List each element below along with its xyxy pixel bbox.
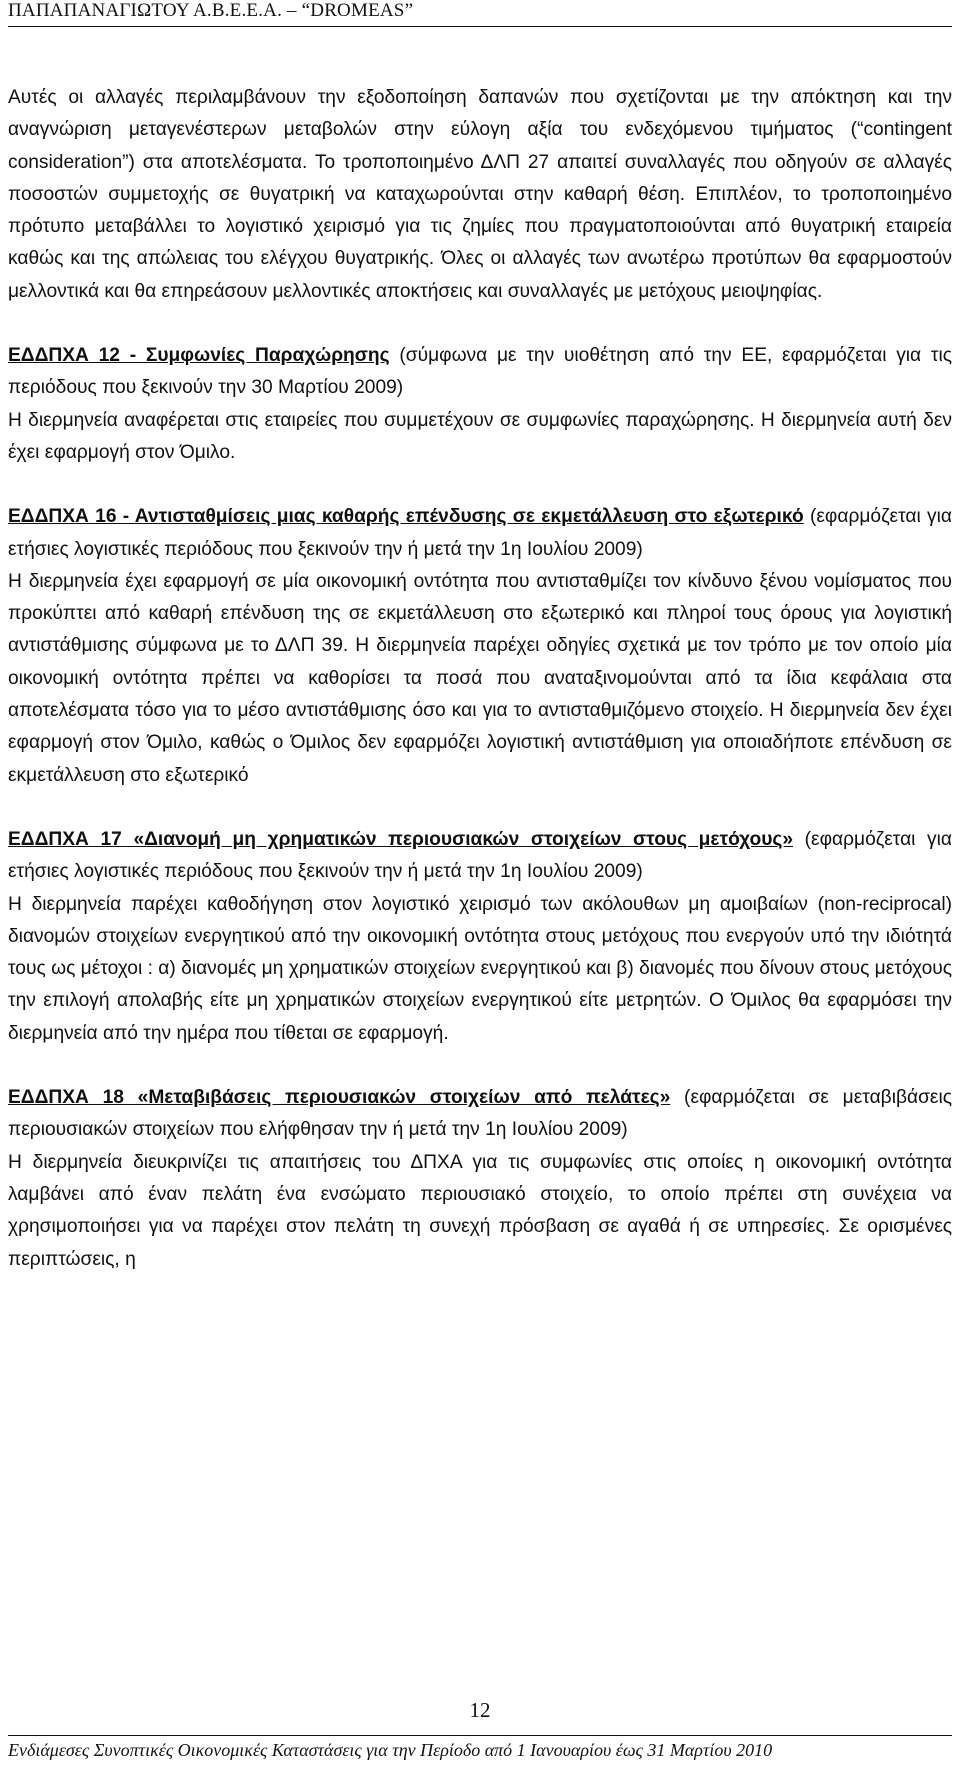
paragraph-gap	[8, 308, 952, 340]
paragraph-gap	[8, 792, 952, 824]
header-divider	[8, 26, 952, 27]
section-heading: ΕΔΔΠΧΑ 17 «Διανομή μη χρηματικών περιουσιακών στοιχείων στους μετόχους»	[8, 828, 794, 850]
section-heading: ΕΔΔΠΧΑ 16 - Αντισταθμίσεις μιας καθαρής επένδυσης σε εκμετάλλευση στο εξωτερικό	[8, 506, 804, 528]
section-body: Η διερμηνεία αναφέρεται στις εταιρείες που συμμετέχουν σε συμφωνίες παραχώρησης. Η διερμηνεία αυτή δεν έχει εφαρμογή στον Όμιλο.	[8, 409, 952, 463]
footer-divider	[8, 1735, 952, 1736]
section-ifric17	[8, 824, 952, 889]
page-footer: Ενδιάμεσες Συνοπτικές Οικονομικές Καταστάσεις για την Περίοδο από 1 Ιανουαρίου έως 31 Μαρτίου 2010	[8, 1740, 773, 1760]
paragraph-gap	[8, 469, 952, 501]
section-heading: ΕΔΔΠΧΑ 12 - Συμφωνίες Παραχώρησης	[8, 345, 390, 367]
page-number: 12	[469, 1698, 491, 1722]
section-ifric12	[8, 340, 952, 405]
section-heading-suffix: (εφαρμόζεται για ετήσιες λογιστικές περιόδους που ξεκινούν την ή μετά την 1η Ιουλίου 2009)	[8, 506, 952, 560]
section-body: Η διερμηνεία παρέχει καθοδήγηση στον λογιστικό χειρισμό των ακόλουθων μη αμοιβαίων (non-reciprocal) διανομών στοιχείων ενεργητικού από την οικονομική οντότητα στους μετόχους που ενεργούν υπό την ιδιότητά τους ως μέτοχοι : α) διανομές μη χρηματικών στοιχείων ενεργητικού και β) διανομές που δίνουν στους μετόχους την επιλογή απολαβής είτε μη χρηματικών στοιχείων ενεργητικού είτε μετρητών. Ο Όμιλος θα εφαρμόσει την διερμηνεία από την ημέρα που τίθεται σε εφαρμογή.	[8, 893, 952, 1044]
section-ifric16	[8, 501, 952, 566]
section-ifric18	[8, 1082, 952, 1147]
section-heading-suffix: (σύμφωνα με την υιοθέτηση από την ΕΕ, εφαρμόζεται για τις περιόδους που ξεκινούν την 30 Μαρτίου 2009)	[8, 345, 952, 399]
paragraph-gap	[8, 1050, 952, 1082]
page-header: ΠΑΠΑΠΑΝΑΓΙΩΤΟΥ Α.Β.Ε.Ε.Α. – “DROMEAS”	[8, 0, 414, 21]
section-heading: ΕΔΔΠΧΑ 18 «Μεταβιβάσεις περιουσιακών στοιχείων από πελάτες»	[8, 1087, 671, 1109]
page-content	[8, 82, 952, 1276]
section-heading-suffix: (εφαρμόζεται σε μεταβιβάσεις περιουσιακών στοιχείων που ελήφθησαν την ή μετά την 1η Ιουλίου 2009)	[8, 1087, 952, 1141]
section-heading-suffix: (εφαρμόζεται για ετήσιες λογιστικές περιόδους που ξεκινούν την ή μετά την 1η Ιουλίου 2009)	[8, 828, 952, 883]
section-body: Η διερμηνεία διευκρινίζει τις απαιτήσεις του ΔΠΧΑ για τις συμφωνίες στις οποίες η οικονομική οντότητα λαμβάνει από έναν πελάτη ένα ενσώματο περιουσιακό στοιχείο, το οποίο πρέπει στη συνέχεια να χρησιμοποιήσει για να παρέχει στον πελάτη τη συνεχή πρόσβαση σε αγαθά ή σε υπηρεσίες. Σε ορισμένες περιπτώσεις, η	[8, 1151, 952, 1270]
section-body: Η διερμηνεία έχει εφαρμογή σε μία οικονομική οντότητα που αντισταθμίζει τον κίνδυνο ξένου νομίσματος που προκύπτει από καθαρή επένδυση της σε εκμετάλλευση στο εξωτερικό και πληροί τους όρους για λογιστική αντιστάθμισης σύμφωνα με το ΔΛΠ 39. Η διερμηνεία παρέχει οδηγίες σχετικά με τον τρόπο με τον οποίο μία οικονομική οντότητα πρέπει να καθορίσει τα ποσά που αναταξινομούνται από τα ίδια κεφάλαια στα αποτελέσματα τόσο για το μέσο αντιστάθμισης όσο και για το αντισταθμιζόμενο στοιχείο. Η διερμηνεία δεν έχει εφαρμογή στον Όμιλο, καθώς ο Όμιλος δεν εφαρμόζει λογιστική αντιστάθμιση για οποιαδήποτε επένδυση σε εκμετάλλευση στο εξωτερικό	[8, 570, 952, 786]
intro-paragraph: Αυτές οι αλλαγές περιλαμβάνουν την εξοδοποίηση δαπανών που σχετίζονται με την απόκτηση και την αναγνώριση μεταγενέστερων μεταβολών στην εύλογη αξία του ενδεχόμενου τιμήματος (“contingent consideration”) στα αποτελέσματα. Το τροποποιημένο ΔΛΠ 27 απαιτεί συναλλαγές που οδηγούν σε αλλαγές ποσοστών συμμετοχής σε θυγατρική να καταχωρούνται στην καθαρή θέση. Επιπλέον, το τροποποιημένο πρότυπο μεταβάλλει το λογιστικό χειρισμό για τις ζημίες που πραγματοποιούνται από θυγατρική εταιρεία καθώς και της απώλειας του ελέγχου θυγατρικής. Όλες οι αλλαγές των ανωτέρω προτύπων θα εφαρμοστούν μελλοντικά και θα επηρεάσουν μελλοντικές αποκτήσεις και συναλλαγές με μετόχους μειοψηφίας.	[8, 87, 952, 302]
